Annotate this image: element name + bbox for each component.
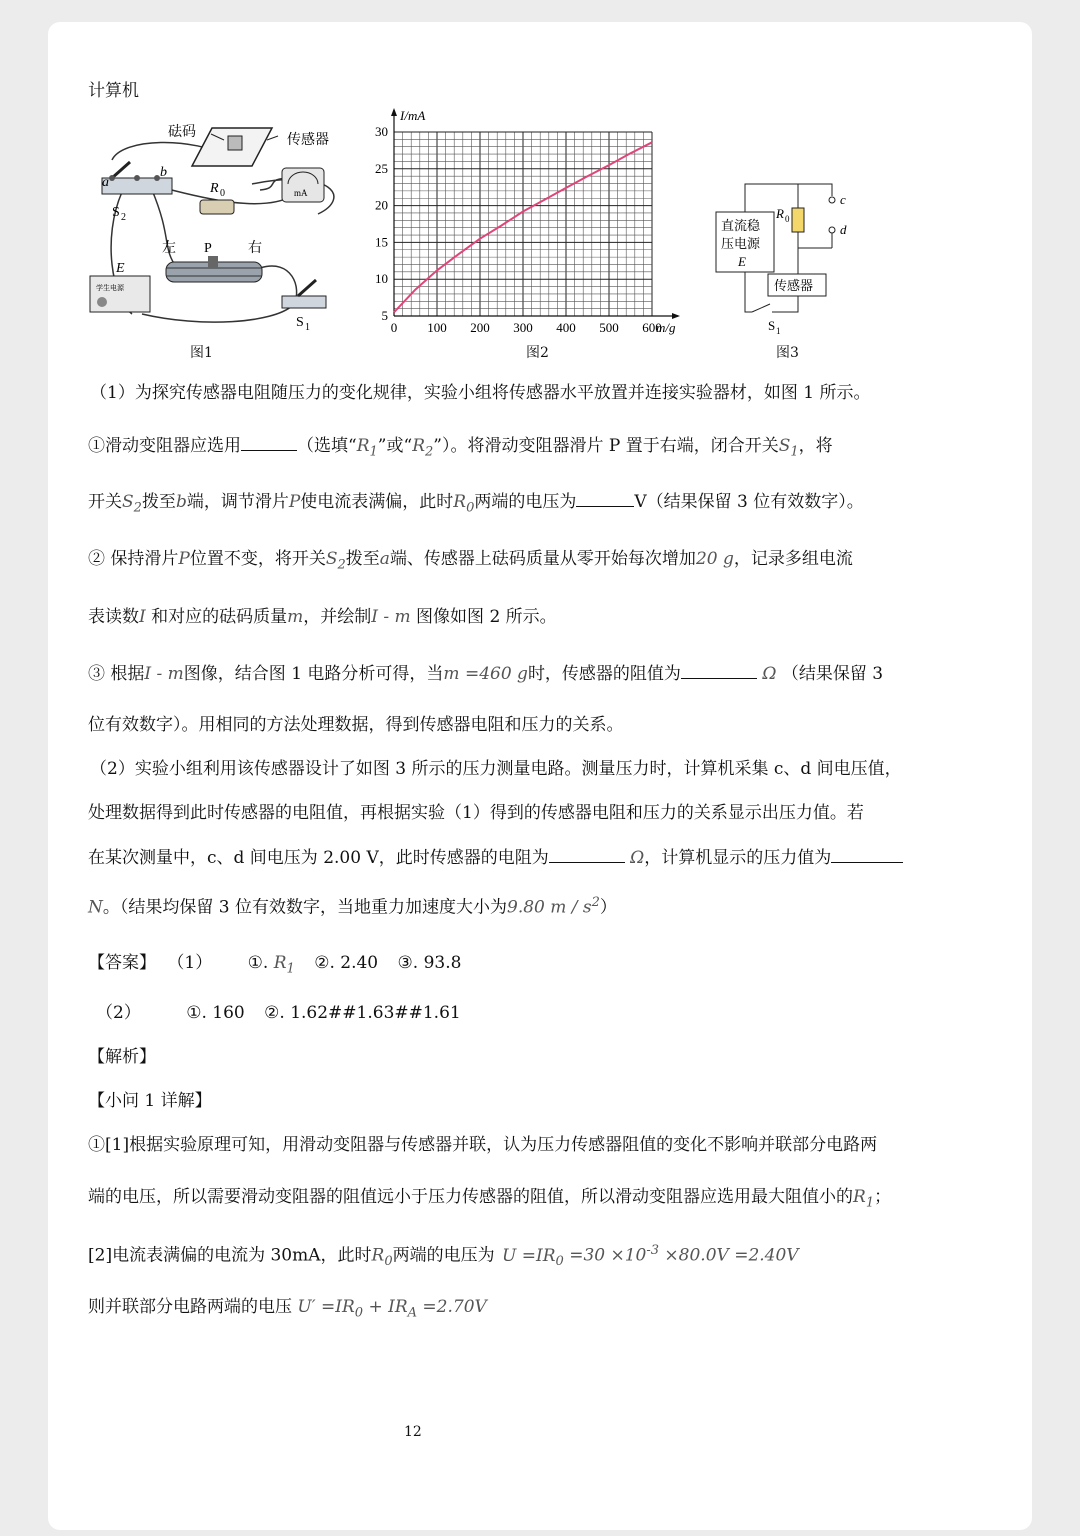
analysis-line4: 则并联部分电路两端的电压 $U' =IR_0 + IR_A =2.70V$	[88, 1297, 487, 1321]
question-part1-intro: （1）为探究传感器电阻随压力的变化规律，实验小组将传感器水平放置并连接实验器材，如图 1 所示。	[90, 383, 871, 403]
question-part2-line4: N。（结果均保留 3 位有效数字，当地重力加速度大小为9.80 m / $s^2$）	[88, 895, 617, 918]
page-number: 12	[404, 1424, 422, 1440]
fig1-left-label: 左	[162, 241, 176, 256]
svg-text:2: 2	[121, 212, 126, 223]
fig1-weight-label: 砝码	[168, 125, 196, 140]
question-part2-line3: 在某次测量中，c、d 间电压为 2.00 V，此时传感器的电阻为 Ω，计算机显示的压力值为	[88, 846, 903, 869]
fig3-source-line1: 直流稳	[721, 218, 761, 233]
analysis-line2: 端的电压，所以需要滑动变阻器的阻值远小于压力传感器的阻值，所以滑动变阻器应选用最大阻值小的$R_1$；	[88, 1187, 892, 1211]
fig1-power-label: 学生电源	[96, 284, 124, 292]
svg-text:0: 0	[220, 188, 225, 199]
analysis-label: 【解析】	[88, 1047, 156, 1067]
figure-2-chart	[362, 104, 702, 344]
question-part2-line2: 处理数据得到此时传感器的电阻值，再根据实验（1）得到的传感器电阻和压力的关系显示出压力值。若	[88, 803, 864, 823]
chart-x-tick-label: 100	[427, 320, 447, 335]
fig3-sensor-label: 传感器	[774, 278, 814, 293]
question-1-line2: 开关$S_2$拨至b端，调节滑片P使电流表满偏，此时$R_0$两端的电压为 V（结果保留 3 位有效数字）。	[88, 492, 864, 516]
fig1-p-label: P	[204, 241, 212, 256]
figure-3-caption: 图3	[776, 345, 799, 361]
svg-text:0: 0	[785, 214, 790, 224]
question-2-line2: 表读数I 和对应的砝码质量m，并绘制I - m 图像如图 2 所示。	[88, 607, 557, 627]
fig1-ma-label: mA	[294, 188, 308, 198]
chart-y-tick-label: 20	[375, 197, 388, 213]
chart-x-arrow	[672, 313, 680, 319]
analysis-line1: ①[1]根据实验原理可知，用滑动变阻器与传感器并联，认为压力传感器阻值的变化不影响并联部分电路两	[88, 1135, 878, 1155]
analysis-sub-label: 【小问 1 详解】	[88, 1091, 212, 1111]
chart-x-tick-label: 300	[513, 320, 533, 335]
fig3-s1-label: S	[768, 318, 776, 333]
chart-x-tick-label: 0	[390, 320, 398, 335]
answer-line1: 【答案】 （1） ①. $R_1$ ②. 2.40 ③. 93.8	[88, 953, 462, 977]
chart-y-axis-label: I/mA	[400, 108, 426, 123]
fig1-s1-label: S	[296, 315, 304, 330]
fig1-a-label: a	[102, 175, 109, 190]
question-1-line: ①滑动变阻器应选用 （选填“$R_1$”或“$R_2$”）。将滑动变阻器滑片 P 置于右端，闭合开关$S_1$，将	[88, 436, 833, 460]
fig3-c-label: c	[840, 192, 846, 207]
fig1-e-label: E	[116, 261, 125, 276]
figure-2-caption: 图2	[526, 345, 549, 361]
chart-x-axis-label: m/g	[656, 320, 676, 335]
fig1-b-label: b	[160, 165, 167, 180]
figure-3-circuit	[712, 178, 862, 336]
fig3-source-line2: 压电源	[721, 236, 761, 251]
fig1-r0-label: R	[210, 181, 219, 196]
question-3-line: ③ 根据I - m图像，结合图 1 电路分析可得，当m =460 g时，传感器的阻值为 Ω （结果保留 3	[88, 664, 884, 684]
chart-x-tick-label: 400	[556, 320, 576, 335]
question-2-line: ② 保持滑片P位置不变，将开关$S_2$拨至a端、传感器上砝码质量从零开始每次增加20 g，记录多组电流	[88, 549, 853, 573]
fig1-sensor-label: 传感器	[287, 133, 329, 148]
chart-y-tick-label: 25	[375, 160, 388, 176]
question-3-line2: 位有效数字）。用相同的方法处理数据，得到传感器电阻和压力的关系。	[88, 715, 624, 735]
computer-label: 计算机	[88, 81, 139, 101]
analysis-line3: [2]电流表满偏的电流为 30mA，此时$R_0$两端的电压为 $U =IR_0 =30 \times 10^{-3} \times 80.0V =2.40V$	[88, 1243, 799, 1270]
figure-1-caption: 图1	[190, 345, 213, 361]
chart-x-tick-label: 200	[470, 320, 490, 335]
fig3-e-label: E	[738, 254, 746, 269]
chart-y-tick-label: 5	[381, 308, 388, 323]
figure-1-apparatus	[82, 118, 357, 344]
answer-label: 【答案】	[88, 953, 156, 973]
chart-y-tick-label: 15	[375, 234, 388, 250]
svg-text:1: 1	[305, 322, 310, 333]
svg-text:1: 1	[776, 326, 781, 336]
fig1-right-label: 右	[248, 241, 262, 256]
fig3-d-label: d	[840, 222, 847, 237]
chart-y-tick-label: 10	[375, 271, 388, 287]
chart-y-tick-label: 30	[375, 124, 388, 139]
question-part2-line1: （2）实验小组利用该传感器设计了如图 3 所示的压力测量电路。测量压力时，计算机采集 c、d 间电压值，	[90, 759, 902, 779]
chart-y-arrow	[391, 108, 397, 116]
chart-x-tick-label: 500	[599, 320, 619, 335]
fig1-s2-label: S	[112, 205, 120, 220]
answer-line2: （2） ①. 160 ②. 1.62##1.63##1.61	[96, 1003, 461, 1023]
fig3-r0-label: R	[776, 206, 784, 221]
chart-x-tick-label: 600	[642, 320, 662, 335]
